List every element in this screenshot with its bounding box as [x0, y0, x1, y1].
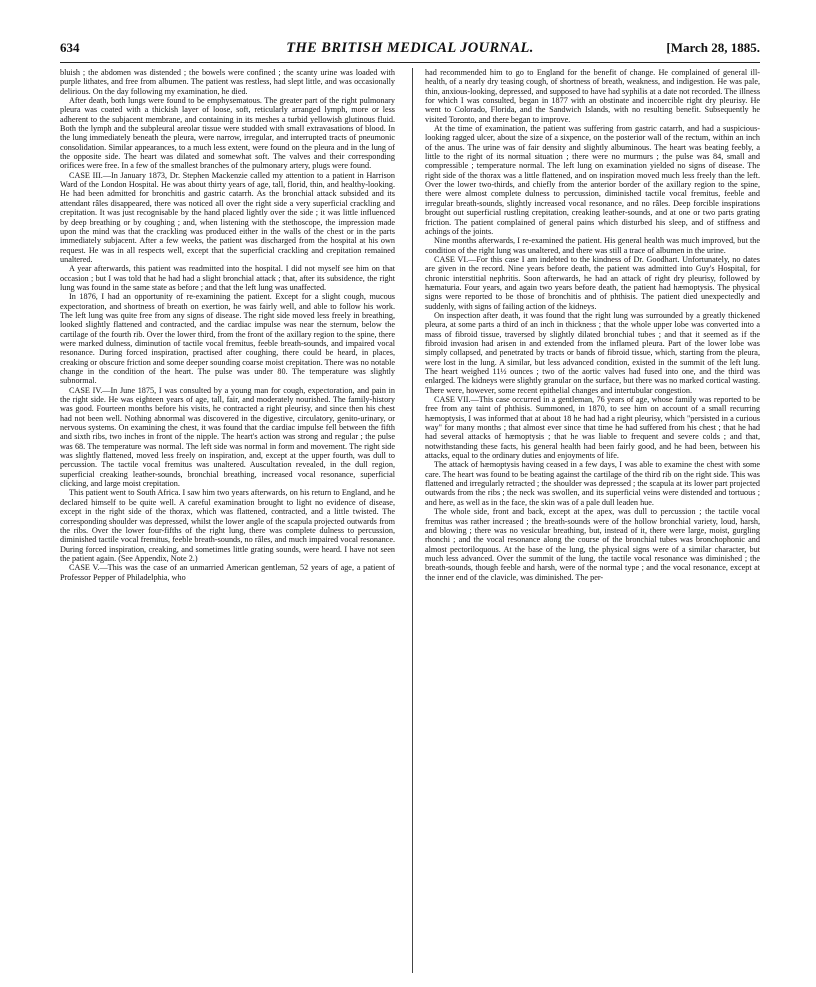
- right-column: [425, 68, 760, 978]
- page-number: 634: [60, 40, 80, 55]
- paragraph: On inspection after death, it was found that the right lung was surrounded by a greatly thickened pleura, at some parts a third of an inch in thickness ; that the whole upper lobe was converted into a mass of fibroid tissue, traversed by slightly dilated bronchial tubes ; and that it seemed as if the fibroid invasion had arisen in and extended from the inflamed pleura. Part of the lower lobe was simply collapsed, and penetrated by tracts or bands of fibroid tissue, which, starting from the pleura, were lost in the lung. A similar, but less advanced condition, existed in the summit of the left lung. The heart weighed 11½ ounces ; two of the aortic valves had fused into one, and the third was enlarged. The kidneys were slightly granular on the surface, but there was no marked cortical wasting. There were, however, some recent epithelial changes and intertubular congestion.: [425, 310, 760, 395]
- paragraph: A year afterwards, this patient was readmitted into the hospital. I did not myself see him on that occasion ; but I was told that he had had a slight bronchial attack ; that, after its subsidence, the right lung was found in the same state as before ; and that the left lung was unaffected.: [60, 264, 395, 292]
- paragraph: CASE IV.—In June 1875, I was consulted by a young man for cough, expectoration, and pain in the right side. He was eighteen years of age, tall, fair, and moderately nourished. The family-history was good. Fourteen months before his visits, he contracted a right pleurisy, and since then his chest had not been well. Nothing abnormal was discovered in the digestive, circulatory, genito-urinary, or nervous systems. On examining the chest, it was found that the cardiac impulse fell between the fifth and sixth ribs, two inches in front of the nipple. The heart's action was strong and regular ; the pulse was 68. The temperature was normal. The left side was normal in form and movement. The right side was slightly flattened, moved less freely on inspiration, and, except at the upper fourth, was dull to percussion. The tactile vocal fremitus was unaltered. Auscultation revealed, in the dull region, superficial creaking leather-sounds, bronchial breathing, increased vocal resonance, superficial clicking, and large moist crepitation.: [60, 385, 395, 489]
- paragraph: Nine months afterwards, I re-examined the patient. His general health was much improved, but the condition of the right lung was unaltered, and there was still a trace of albumen in the urine.: [425, 236, 760, 255]
- left-column: [60, 68, 395, 978]
- paragraph: After death, both lungs were found to be emphysematous. The greater part of the right pulmonary pleura was coated with a thickish layer of loose, soft, reticularly arranged lymph, more or less adherent to the subjacent membrane, and containing in its meshes a turbid yellowish glutinous fluid. Both the lymph and the subpleural areolar tissue were studded with small extravasations of blood. In the lung immediately beneath the pleura, were narrow, irregular, and interrupted tracts of pneumonic consolidation. Similar appearances, to a much less extent, were found on the pleura and in the lung of the opposite side. The heart was dilated and somewhat soft. The valves and their corresponding orifices were free. In a few of the smallest branches of the pulmonary artery, plugs were found.: [60, 96, 395, 171]
- paragraph: In 1876, I had an opportunity of re-examining the patient. Except for a slight cough, mucous expectoration, and shortness of breath on exertion, he was fairly well, and able to follow his work. The left lung was quite free from any signs of disease. The right side moved less freely in breathing, looked slightly flattened and contracted, and the cardiac impulse was near the sternum, below the cartilage of the fourth rib. Over the lower third, from the front of the axillary region to the spine, there were marked dulness, diminution of tactile vocal fremitus, feeble breath-sounds, and impaired vocal resonance. During forced inspiration, practised after coughing, there could be heard, in places, creaking or obscure friction and some deeper sounding coarse moist crepitation. There was no notable change in the condition of the heart. The pulse was under 80. The temperature was slightly subnormal.: [60, 292, 395, 386]
- running-header: [60, 40, 760, 62]
- column-divider: [412, 68, 413, 973]
- paragraph: bluish ; the abdomen was distended ; the bowels were confined ; the scanty urine was loaded with purple lithates, and free from albumen. The patient was restless, had slept little, and was occasionally delirious. On the day following my examination, he died.: [60, 68, 395, 96]
- paragraph: CASE V.—This was the case of an unmarried American gentleman, 52 years of age, a patient of Professor Pepper of Philadelphia, who: [60, 563, 395, 582]
- paragraph: had recommended him to go to England for the benefit of change. He complained of general ill-health, of a nearly dry teasing cough, of shortness of breath, weakness, and indigestion. He was pale, thin, anxious-looking, depressed, and supposed to have had syphilis at a date not recorded. The illness for which I was consulted, began in 1877 with an obstinate and incoercible right dry pleurisy. He went to Colorado, Florida, and the Sandwich Islands, with no resulting benefit. Subsequently he visited Toronto, and there began to improve.: [425, 68, 760, 124]
- paragraph: The whole side, front and back, except at the apex, was dull to percussion ; the tactile vocal fremitus was rather increased ; the breath-sounds were of the hollow bronchial variety, loud, harsh, and blowing ; there was no vesicular breathing, but, instead of it, there were large, moist, gurgling rhonchi ; and the vocal resonance along the course of the bronchial tubes was bronchophonic and almost pectoriloquous. At the base of the lung, the physical signs were of a similar character, but much less advanced. Over the summit of the lung, the tactile vocal resonance was diminished ; the breath-sounds, though feeble and harsh, were of the normal type ; and the vocal resonance, except at the inner end of the clavicle, was diminished. The per-: [425, 507, 760, 582]
- header-rule: [60, 62, 760, 63]
- journal-title: THE BRITISH MEDICAL JOURNAL.: [286, 40, 534, 56]
- issue-date: [March 28, 1885.: [666, 40, 760, 55]
- paragraph: CASE III.—In January 1873, Dr. Stephen Mackenzie called my attention to a patient in Harrison Ward of the London Hospital. He was about thirty years of age, tall, florid, thin, and healthy-looking. He had been admitted for bronchitis and gastric catarrh. As the bronchial attack subsided and its attendant râles disappeared, there was noticed all over the right side a very superficial crackling and crepitation. It was just recognisable by the hand placed lightly over the side ; it was little influenced by deep breathing or by coughing ; and, when listening with the stethoscope, the impression made upon the mind was that the crackling was produced either in the walls of the chest or in the parts immediately subjacent. After a few weeks, the patient was discharged from the hospital at his own request. He was in all respects well, except that the superficial crackling and crepitation remained unaltered.: [60, 170, 395, 264]
- paragraph: The attack of hæmoptysis having ceased in a few days, I was able to examine the chest with some care. The heart was found to be beating against the cartilage of the third rib on the right side. This was flattened and irregularly retracted ; the shoulder was depressed ; the scapula at its lower part projected outwards from the ribs ; the neck was swollen, and its superficial veins were distended and tortuous ; and here, as well as in the face, the skin was of a pale dull leaden hue.: [425, 460, 760, 507]
- paragraph: At the time of examination, the patient was suffering from gastric catarrh, and had a suspicious-looking ragged ulcer, about the size of a sixpence, on the posterior wall of the rectum, within an inch of the anus. The urine was of fair density and slightly albuminous. The heart was beating feebly, a little to the right of its normal situation ; there were no murmurs ; the pulse was 84, small and compressible ; temperature normal. The left lung on examination yielded no signs of disease. The right side of the thorax was a little flattened, and on inspiration moved much less freely than the left. Over the lower two-thirds, and chiefly from the anterior border of the axillary region to the spine, there were almost complete dulness to percussion, diminished tactile vocal fremitus, feeble and irregular breath-sounds, slightly increased vocal resonance, and no râles. Deep forcible inspirations brought out superficial rustling crepitation, creaking leather-sounds, and at one or two parts grating friction. The patient complained of general pains which disturbed his sleep, and of stiffness and achings of the joints.: [425, 124, 760, 236]
- paragraph: This patient went to South Africa. I saw him two years afterwards, on his return to England, and he declared himself to be quite well. A careful examination brought to light no evidence of disease, except in the right side of the thorax, which was flattened, contracted, and a little twisted. The corresponding shoulder was depressed, whilst the lower angle of the scapula projected outwards from the ribs. Over the lower four-fifths of the right lung, there was complete dulness to percussion, diminished tactile vocal fremitus, feeble breath-sounds, no râles, and much impaired vocal resonance. During forced inspiration, creaking, and sometimes little grating sounds, were heard. I have not seen the patient again. (See Appendix, Note 2.): [60, 488, 395, 563]
- paragraph: CASE VII.—This case occurred in a gentleman, 76 years of age, whose family was reported to be free from any taint of phthisis. Summoned, in 1870, to see him on account of a small recurring hæmoptysis, I was informed that at about 18 he had had a right pleurisy, which "persisted in a curious way" for many months ; that almost ever since that time he had suffered from his chest ; that he had had several attacks of hæmoptysis ; that he was liable to frequent and severe colds ; and that, notwithstanding these facts, his general health had been fairly good, and he had been, between his attacks, equal to the ordinary duties and enjoyments of life.: [425, 395, 760, 461]
- paragraph: CASE VI.—For this case I am indebted to the kindness of Dr. Goodhart. Unfortunately, no dates are given in the record. Nine years before death, the patient was admitted into Guy's Hospital, for chronic interstitial nephritis. Soon afterwards, he had an attack of right dry pleurisy, followed by hæmaturia. Four years, and again two years before death, the patient had hæmoptysis. The physical signs were reported to be those of bronchitis and of phthisis. The patient died unexpectedly and suddenly, with signs of failing action of the kidneys.: [425, 254, 760, 311]
